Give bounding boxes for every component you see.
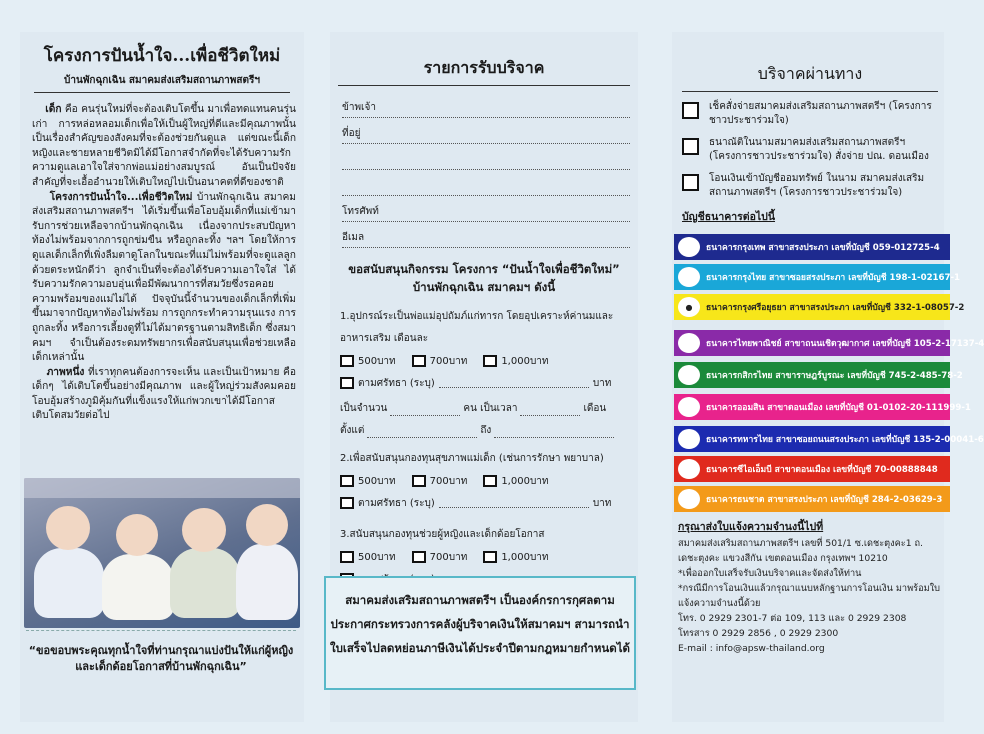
bank-account-row: ● ธนาคารออมสิน สาขาดอนเมือง เลขที่บัญชี 01-0102-20-111999-1 xyxy=(674,394,950,420)
thank-you-quote: “ขอขอบพระคุณทุกน้ำใจที่ท่านกรุณาแบ่งปันให้แก่ผู้หญิงและเด็กด้อยโอกาสที่บ้านพักฉุกเฉิน” xyxy=(26,630,296,675)
email-field[interactable]: อีเมล xyxy=(342,222,630,248)
bank-logo-icon: ● xyxy=(678,267,700,287)
item-2-other-checkbox[interactable]: ตามศรัทธา (ระบุ) บาท xyxy=(340,492,638,514)
bank-account-row: ● ธนาคารไทยพาณิชย์ สาขาถนนเชิดวุฒากาศ เลขที่บัญชี 105-2-17137-4 xyxy=(674,330,950,356)
fax-number: โทรสาร 0 2929 2856 , 0 2929 2300 xyxy=(678,628,839,639)
bank-transfer-checkbox[interactable] xyxy=(682,174,699,191)
bank-logo-icon: ● xyxy=(678,333,700,353)
item-2-amounts xyxy=(340,470,638,492)
project-subtitle: บ้านพักฉุกเฉิน สมาคมส่งเสริมสถานภาพสตรีฯ xyxy=(34,73,290,93)
tax-deduction-note: สมาคมส่งเสริมสถานภาพสตรีฯ เป็นองค์กรการกุศลตามประกาศกระทรวงการคลังผู้บริจาคเงินให้สมาคมฯ สามารถนำใบเสร็จไปลดหย่อนภาษีเงินได้ประจำปีตามกฎหมายกำหนดได้ xyxy=(324,576,636,690)
paragraph-1: เด็ก คือ คนรุ่นใหม่ที่จะต้องเติบโตขึ้น มาเพื่อทดแทนคนรุ่นเก่า การหล่อหลอมเด็กเพื่อให้เป็นผู้ใหญ่ที่ดีและมีคุณภาพนั้นเป็นเรื่องสำคัญของสังคมที่จะต้องช่วยกันดูแล แต่ขณะนี้เด็กหญิงและชายหลายชีวิตมิได้มีโอกาสจำกัดที่จะได้รับความรัก ความดูแลเอาใจใส่จากพ่อแม่อย่างสมบูรณ์ อันเป็นปัจจัยสำคัญที่จะเอื้ออำนวยให้เติบใหญ่ไปเป็นอนาคตที่ดีของชาติ xyxy=(32,104,296,188)
right-panel xyxy=(672,32,984,722)
item-1-period-line[interactable]: ตั้งแต่ ถึง xyxy=(340,416,638,438)
paragraph-3: ภาพหนึ่ง ที่เราทุกคนต้องการจะเห็น และเป็นเป้าหมาย คือเด็กๆ ได้เติบโตขึ้นอย่างมีคุณภาพ และผู้ใหญ่ร่วมสังคมคอยโอบอุ้มสร้างภูมิคุ้มกันที่แข็งแรงให้แก่พวกเขาได้มีโอกาสเติบโตสมวัยต่อไป xyxy=(32,366,296,422)
support-request: ขอสนับสนุนกิจกรรม โครงการ “ปันน้ำใจเพื่อชีวิตใหม่” บ้านพักฉุกเฉิน สมาคมฯ ดังนี้ xyxy=(348,262,620,294)
bank-logo-icon: ● xyxy=(678,397,700,417)
item-2-1000-checkbox[interactable]: 1,000บาท xyxy=(483,474,548,489)
money-order-checkbox[interactable] xyxy=(682,138,699,155)
item-1-1000-checkbox[interactable]: 1,000บาท xyxy=(483,354,548,369)
bank-account-row: ● ธนาคารซีไอเอ็มบี สาขาดอนเมือง เลขที่บัญชี 70-00888848 xyxy=(674,456,950,482)
bank-logo-icon: ● xyxy=(678,489,700,509)
bank-account-row: ● ธนาคารกรุงศรีอยุธยา สาขาสรงประภา เลขที่บัญชี 332-1-08057-2 xyxy=(674,294,950,320)
bank-account-row: ● ธนาคารกรุงไทย สาขาซอยสรงประภา เลขที่บัญชี 198-1-02167-1 xyxy=(674,264,950,290)
bank-account-row: ● ธนาคารกรุงเทพ สาขาสรงประภา เลขที่บัญชี 059-012725-4 xyxy=(674,234,950,260)
item-1-700-checkbox[interactable]: 700บาท xyxy=(412,354,468,369)
item-3-label: 3.สนับสนุนกองทุนช่วยผู้หญิงและเด็กด้อยโอกาส xyxy=(340,529,545,540)
item-1-amounts xyxy=(340,350,638,372)
item-1-label: 1.อุปกรณ์ระเป็นพ่อแม่อุปถัมภ์แก่ทารก โดยอุปเคราะห์ค่านมและอาหารเสริม เดือนละ xyxy=(340,311,614,344)
address-field[interactable]: ที่อยู่ xyxy=(342,118,630,144)
bank-logo-icon: ● xyxy=(678,237,700,257)
bank-account-row: ● ธนาคารกสิกรไทย สาขาราษฎร์บูรณะ เลขที่บัญชี 745-2-485-78-2 xyxy=(674,362,950,388)
bank-logo-icon: ● xyxy=(678,429,700,449)
bank-logo-icon: ● xyxy=(678,365,700,385)
accounts-heading: บัญชีธนาคารต่อไปนี้ xyxy=(682,211,776,223)
paragraph-2: โครงการปันน้ำใจ...เพื่อชีวิตใหม่ บ้านพักฉุกเฉิน สมาคมส่งเสริมสถานภาพสตรีฯ ได้เริ่มขึ้นเพื่อโอบอุ้มเด็กที่แม่เข้ามารับการช่วยเหลือจากบ้านพักฉุกเฉิน เนื่องจากประสบปัญหา ท้องไม่พร้อมจากการถูกข่มขืน หรือถูกละทิ้ง ฯลฯ โดยให้การดูแลเด็กเล็กที่เพิ่งลืมตาดูโลกในขณะที่แม่ไม่พร้อมที่จะดูแลลูก ด้วยตระหนักดีว่า ลูกจำเป็นที่จะต้องได้รับความเอาใจใส่ ได้รับความรักความอบอุ่นเพื่อมีพัฒนาการที่สมวัยซึ่งรอคอยความพร้อมของแม่ไม่ได้ ปัจจุบันนี้จำนวนของเด็กเล็กที่เพิ่มขึ้นมาจากปัญหาท้องไม่พร้อม การถูกกระทำความรุนแรง การถูกละทิ้ง หรือการเลี้ยงดูที่ไม่ได้มาตรฐานตามสิทธิเด็ก ซึ่งสมาคมฯ จำเป็นต้องระดมทรัพยากรเพื่อสนับสนุนเพื่อช่วยเหลือเด็กเหล่านั้น xyxy=(32,191,296,364)
bank-account-row: ● ธนาคารทหารไทย สาขาซอยถนนสรงประภา เลขที่บัญชี 135-2-00041-6 xyxy=(674,426,950,452)
left-panel xyxy=(20,32,304,722)
money-order-option[interactable]: ธนาณัติในนามสมาคมส่งเสริมสถานภาพสตรีฯ (โครงการชาวประชาร่วมใจ) สั่งจ่าย ปณ. ดอนเมือง xyxy=(682,136,938,164)
middle-panel xyxy=(330,32,638,722)
address-line-3[interactable] xyxy=(342,170,630,196)
bank-transfer-option[interactable]: โอนเงินเข้าบัญชีออมทรัพย์ ในนาม สมาคมส่งเสริมสถานภาพสตรีฯ (โครงการชาวประชาร่วมใจ) xyxy=(682,172,938,200)
item-1-other-checkbox[interactable]: ตามศรัทธา (ระบุ) บาท xyxy=(340,372,638,394)
bank-logo-icon: ● xyxy=(678,297,700,317)
cheque-option[interactable]: เช็คสั่งจ่ายสมาคมส่งเสริมสถานภาพสตรีฯ (โครงการชาวประชาร่วมใจ) xyxy=(682,100,938,128)
item-1-500-checkbox[interactable]: 500บาท xyxy=(340,354,396,369)
item-2-label: 2.เพื่อสนับสนุนกองทุนสุขภาพแม่เด็ก (เช่นการรักษา พยาบาล) xyxy=(340,453,604,464)
donor-name-field[interactable]: ข้าพเจ้า xyxy=(342,92,630,118)
cheque-checkbox[interactable] xyxy=(682,102,699,119)
item-3-1000-checkbox[interactable]: 1,000บาท xyxy=(483,550,548,565)
donation-form-title: รายการรับบริจาค xyxy=(338,56,630,86)
phone-field[interactable]: โทรศัพท์ xyxy=(342,196,630,222)
contact-info: สมาคมส่งเสริมสถานภาพสตรีฯ เลขที่ 501/1 ซ.เดชะตุงคะ1 ถ. เดชะตุงคะ แขวงสีกัน เขตดอนเมือง กรุงเทพฯ 10210 *เพื่อออกใบเสร็จรับเงินบริจาคและจัดส่งให้ท่าน *กรณีมีการโอนเงินแล้วกรุณาแนบหลักฐานการโอนเงิน มาพร้อมใบแจ้งความจำนงนี้ด้วย โทร. 0 2929 2301-7 ต่อ 109, 113 และ 0 2929 2308 โทรสาร 0 2929 2856 , 0 2929 2300 E-mail : info@apsw-thailand.org xyxy=(678,536,942,656)
item-1-count-line[interactable]: เป็นจำนวน คน เป็นเวลา เดือน xyxy=(340,403,607,414)
babies-photo xyxy=(24,478,300,628)
address-line-2[interactable] xyxy=(342,144,630,170)
item-3-700-checkbox[interactable]: 700บาท xyxy=(412,550,468,565)
send-form-heading: กรุณาส่งใบแจ้งความจำนงนี้ไปที่ xyxy=(678,521,824,533)
item-2-500-checkbox[interactable]: 500บาท xyxy=(340,474,396,489)
project-description xyxy=(20,93,304,424)
bank-logo-icon: ● xyxy=(678,459,700,479)
project-title: โครงการปันน้ำใจ...เพื่อชีวิตใหม่ xyxy=(43,46,281,66)
bank-account-row: ● ธนาคารธนชาต สาขาสรงประภา เลขที่บัญชี 284-2-03629-3 xyxy=(674,486,950,512)
payment-methods-title: บริจาคผ่านทาง xyxy=(682,62,938,92)
item-3-amounts xyxy=(340,546,638,568)
phone-number: โทร. 0 2929 2301-7 ต่อ 109, 113 และ 0 2929 2308 xyxy=(678,613,907,624)
item-2-700-checkbox[interactable]: 700บาท xyxy=(412,474,468,489)
item-3-500-checkbox[interactable]: 500บาท xyxy=(340,550,396,565)
email-address[interactable]: E-mail : info@apsw-thailand.org xyxy=(678,643,825,654)
